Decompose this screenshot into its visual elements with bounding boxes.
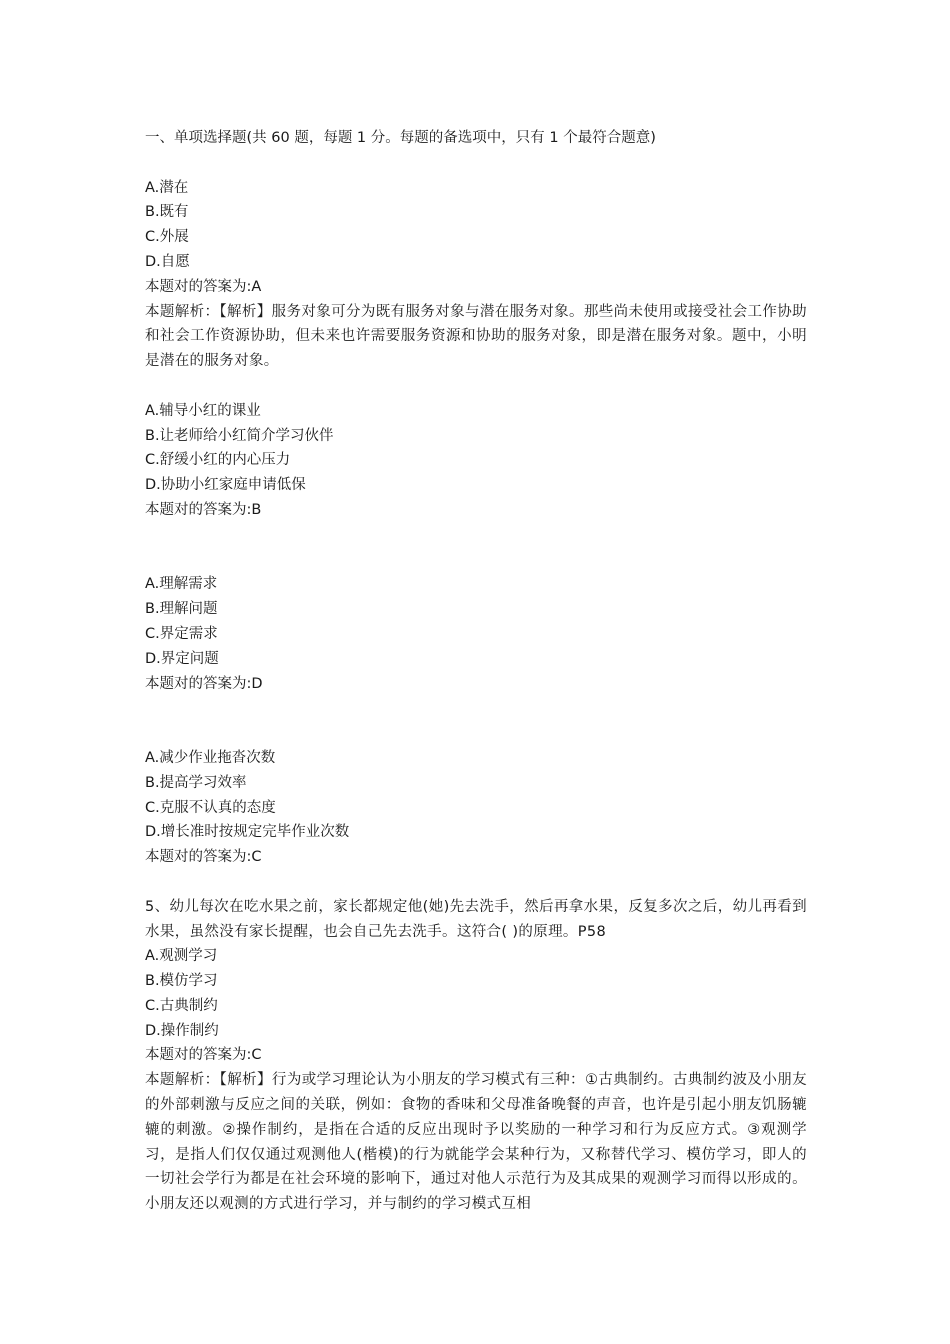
option-b: B.提高学习效率 [145,774,247,791]
option-a: A.观测学习 [145,948,218,965]
analysis-paragraph: 本题解析：【解析】服务对象可分为既有服务对象与潜在服务对象。那些尚未使用或接受社会工作协助和社会工作资源协助，但未来也许需要服务资源和协助的服务对象，即是潜在服务对象。题中，小明是潜在的服务对象。 [145,303,807,370]
option-c: C.古典制约 [145,997,218,1014]
option-d: D.协助小红家庭申请低保 [145,477,306,494]
option-c: C.克服不认真的态度 [145,799,276,816]
answer-line: 本题对的答案为:D [145,675,263,692]
answer-line: 本题对的答案为:A [145,278,262,295]
option-d: D.界定问题 [145,650,219,667]
question-stem: 5、幼儿每次在吃水果之前，家长都规定他(她)先去洗手，然后再拿水果，反复多次之后，幼儿再看到水果，虽然没有家长提醒，也会自己先去洗手。这符合( )的原理。P58 [145,898,807,940]
option-c: C.舒缓小红的内心压力 [145,452,291,469]
question-block [145,895,807,1217]
option-a: A.潜在 [145,179,189,196]
answer-line: 本题对的答案为:C [145,1047,262,1064]
option-d: D.自愿 [145,253,190,270]
question-block [145,746,807,870]
option-c: C.外展 [145,229,189,246]
option-d: D.增长准时按规定完毕作业次数 [145,824,350,841]
document-page [145,126,807,1217]
question-block [145,572,807,696]
option-b: B.既有 [145,204,189,221]
answer-line: 本题对的答案为:B [145,501,262,518]
option-b: B.理解问题 [145,601,218,618]
option-a: A.辅导小红的课业 [145,402,261,419]
option-b: B.模仿学习 [145,973,218,990]
answer-line: 本题对的答案为:C [145,849,262,866]
option-c: C.界定需求 [145,625,218,642]
question-block [145,399,807,523]
option-b: B.让老师给小红简介学习伙伴 [145,427,334,444]
question-block [145,176,807,374]
option-a: A.减少作业拖沓次数 [145,749,276,766]
section-heading: 一、单项选择题(共 60 题，每题 1 分。每题的备选项中，只有 1 个最符合题意) [145,130,656,146]
analysis-paragraph: 本题解析：【解析】行为或学习理论认为小朋友的学习模式有三种：①古典制约。古典制约波及小朋友的外部刺激与反应之间的关联，例如：食物的香味和父母准备晚餐的声音，也许是引起小朋友饥肠辘辘的刺激。②操作制约，是指在合适的反应出现时予以奖励的一种学习和行为反应方式。③观测学习，是指人们仅仅通过观测他人(楷模)的行为就能学会某种行为，又称替代学习、模仿学习，即人的一切社会学行为都是在社会环境的影响下，通过对他人示范行为及其成果的观测学习而得以形成的。小朋友还以观测的方式进行学习，并与制约的学习模式互相 [145,1072,807,1213]
option-a: A.理解需求 [145,576,218,593]
option-d: D.操作制约 [145,1022,219,1039]
